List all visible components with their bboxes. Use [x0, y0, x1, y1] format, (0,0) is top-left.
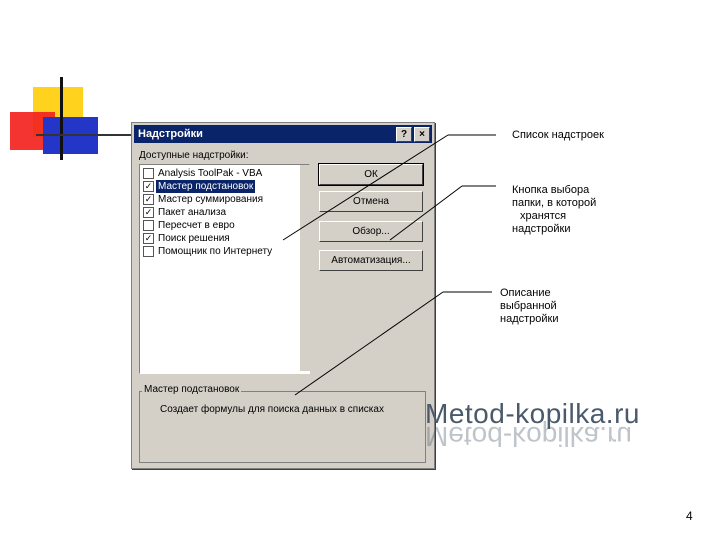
- checkbox[interactable]: ✓: [144, 207, 153, 217]
- close-button[interactable]: ×: [414, 127, 430, 142]
- watermark: Metod-kopilka.ru: [425, 398, 640, 429]
- watermark-reflection: Metod-kopilka.ru: [425, 421, 632, 452]
- checkbox[interactable]: ✓: [144, 233, 153, 243]
- list-item-label: Мастер суммирования: [158, 194, 264, 205]
- leader-line-list: [283, 135, 448, 240]
- cancel-button[interactable]: Отмена: [319, 191, 423, 212]
- description-group-title: Мастер подстановок: [144, 384, 240, 395]
- checkbox[interactable]: ✓: [144, 194, 153, 204]
- automation-button[interactable]: Автоматизация...: [319, 250, 423, 271]
- list-item-label: Помощник по Интернету: [158, 246, 273, 257]
- help-button[interactable]: ?: [396, 127, 412, 142]
- page-number: 4: [686, 509, 693, 523]
- description-text: Создает формулы для поиска данных в списках: [160, 404, 384, 415]
- checkbox[interactable]: ✓: [144, 181, 153, 191]
- annotation-addin-list: Список надстроек: [512, 129, 604, 141]
- list-item-label: Мастер подстановок: [158, 181, 254, 192]
- annotation-line: Описание: [500, 287, 551, 299]
- annotation-line: хранятся: [520, 210, 567, 222]
- annotation-description: [500, 287, 559, 326]
- annotation-line: выбранной: [500, 300, 557, 312]
- list-item-label: Пакет анализа: [158, 207, 227, 218]
- list-item-label: Analysis ToolPak - VBA: [158, 168, 263, 179]
- annotation-line: папки, в которой: [512, 197, 597, 209]
- list-item-label: Поиск решения: [158, 233, 230, 244]
- list-item-label: Пересчет в евро: [158, 220, 235, 231]
- annotation-browse-button: [512, 184, 596, 236]
- leader-line-browse: [390, 186, 462, 240]
- annotation-line: надстройки: [512, 223, 571, 235]
- leader-line-description: [295, 292, 443, 395]
- browse-button[interactable]: Обзор...: [319, 221, 423, 242]
- annotation-line: Кнопка выбора: [512, 184, 590, 196]
- annotation-line: надстройки: [500, 313, 559, 325]
- dialog-title: Надстройки: [138, 128, 203, 140]
- available-addins-label: Доступные надстройки:: [139, 150, 249, 161]
- ok-button[interactable]: ОК: [319, 164, 423, 185]
